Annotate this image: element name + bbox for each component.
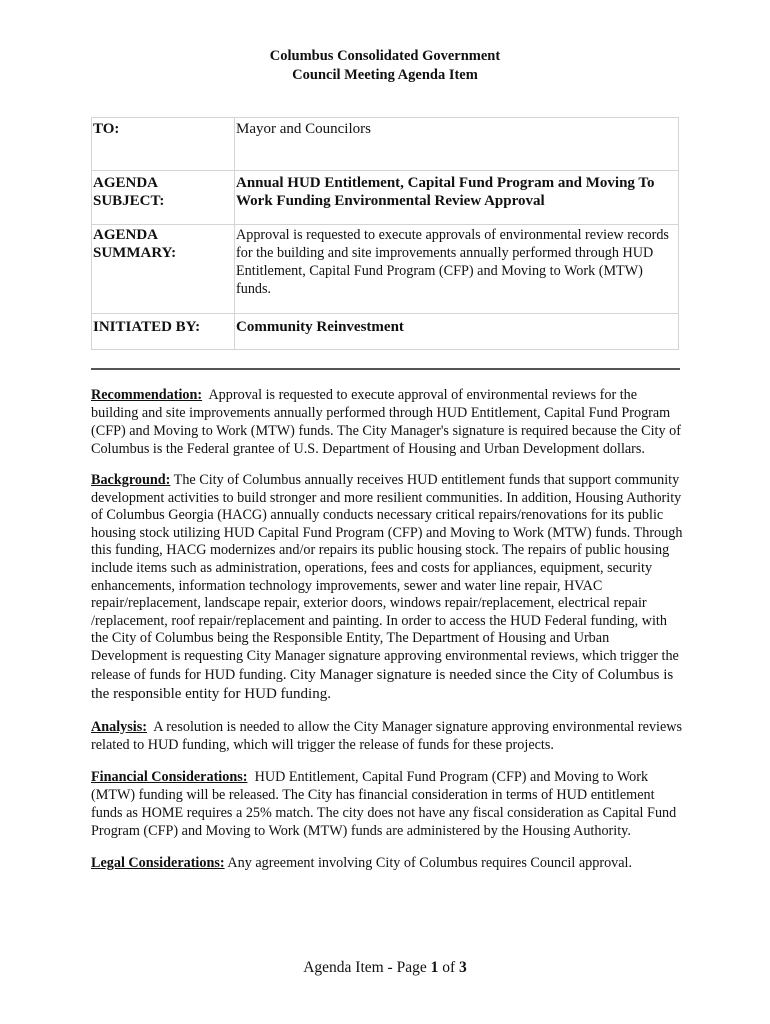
financial-text: HUD Entitlement, Capital Fund Program (CFP) and Moving to Work (MTW) funding will be released. The City has financial consideration in terms of HUD entitlement funds as HOME requires a 25% match. The city does not have any fiscal consideration as Capital Fund Program (CFP) and Moving to Work (MTW) funds are administered by the Housing Authority. [91,768,677,839]
footer-of: of [442,959,456,976]
legal-heading: Legal Considerations: [91,854,225,871]
recommendation-heading: Recommendation: [91,387,203,403]
document-body [91,386,687,872]
background-heading: Background: [91,472,171,488]
to-value: Mayor and Councilors [236,121,371,137]
to-label: TO: [93,121,120,137]
page-footer [0,958,770,978]
table-row-subject [92,171,679,225]
recommendation-section [91,386,687,458]
table-row-initiated-by [92,314,679,350]
current-page-number: 1 [430,959,439,976]
recommendation-text: Approval is requested to execute approval of environmental reviews for the building and site improvements annually performed through HUD Entitlement, Capital Fund Program (CFP) and Moving to Work (MTW) funds. The City Manager's signature is required because the City of Columbus is the Federal grantee of U.S. Department of Housing and Urban Development dollars. [91,387,681,457]
summary-label: AGENDA SUMMARY: [93,227,177,261]
background-section [91,472,687,704]
legal-section [91,854,687,872]
legal-text: Any agreement involving City of Columbus requires Council approval. [227,854,633,871]
analysis-section [91,718,687,754]
subject-value: Annual HUD Entitlement, Capital Fund Program and Moving To Work Funding Environmental Review Approval [236,175,655,209]
total-page-count: 3 [459,959,467,976]
subject-label: AGENDA SUBJECT: [93,175,165,209]
financial-section [91,768,687,840]
table-row-to [92,118,679,171]
analysis-text: A resolution is needed to allow the City Manager signature approving environmental reviews related to HUD funding, which will trigger the release of funds for these projects. [91,718,683,753]
table-row-summary [92,225,679,314]
agenda-info-table [91,117,679,350]
background-text: The City of Columbus annually receives HUD entitlement funds that support community development activities to build stronger and more resilient communities. In addition, Housing Authority of Columbus Georgia (HACG) annually conducts necessary critical repairs/renovations for its public housing stock utilizing HUD Capital Fund Program (CFP) and Moving to Work (MTW) funds. Through this funding, HACG modernizes and/or repairs its public housing stock. The repairs of public housing include items such as administration, operations, fees and costs for appliances, equipment, security enhancements, information technology improvements, sewer and water line repair, HVAC repair/replacement, landscape repair, exterior doors, windows repair/replacement, electrical repair /replacement, roof repair/replacement and painting. In order to access the HUD Federal funding, with the City of Columbus being the Responsible Entity, The Department of Housing and Urban Development is requesting City Manager signature approving environmental reviews, which trigger the release of funds for HUD funding. [91,472,683,683]
initiated-by-value: Community Reinvestment [236,319,404,335]
financial-heading: Financial Considerations: [91,768,248,785]
footer-prefix: Agenda Item - Page [303,959,427,976]
background-tail-text: City Manager signature is needed since the City of Columbus is the responsible entity for HUD funding. [91,666,674,702]
analysis-heading: Analysis: [91,718,147,735]
summary-value: Approval is requested to execute approvals of environmental review records for the building and site improvements annually performed through HUD Entitlement, Capital Fund Program (CFP) and Moving to Work (MTW) funds. [236,227,669,297]
section-divider [91,368,680,370]
document-header [0,47,770,85]
organization-title: Columbus Consolidated Government [269,48,501,64]
initiated-by-label: INITIATED BY: [93,319,201,335]
document-title: Council Meeting Agenda Item [292,67,478,83]
